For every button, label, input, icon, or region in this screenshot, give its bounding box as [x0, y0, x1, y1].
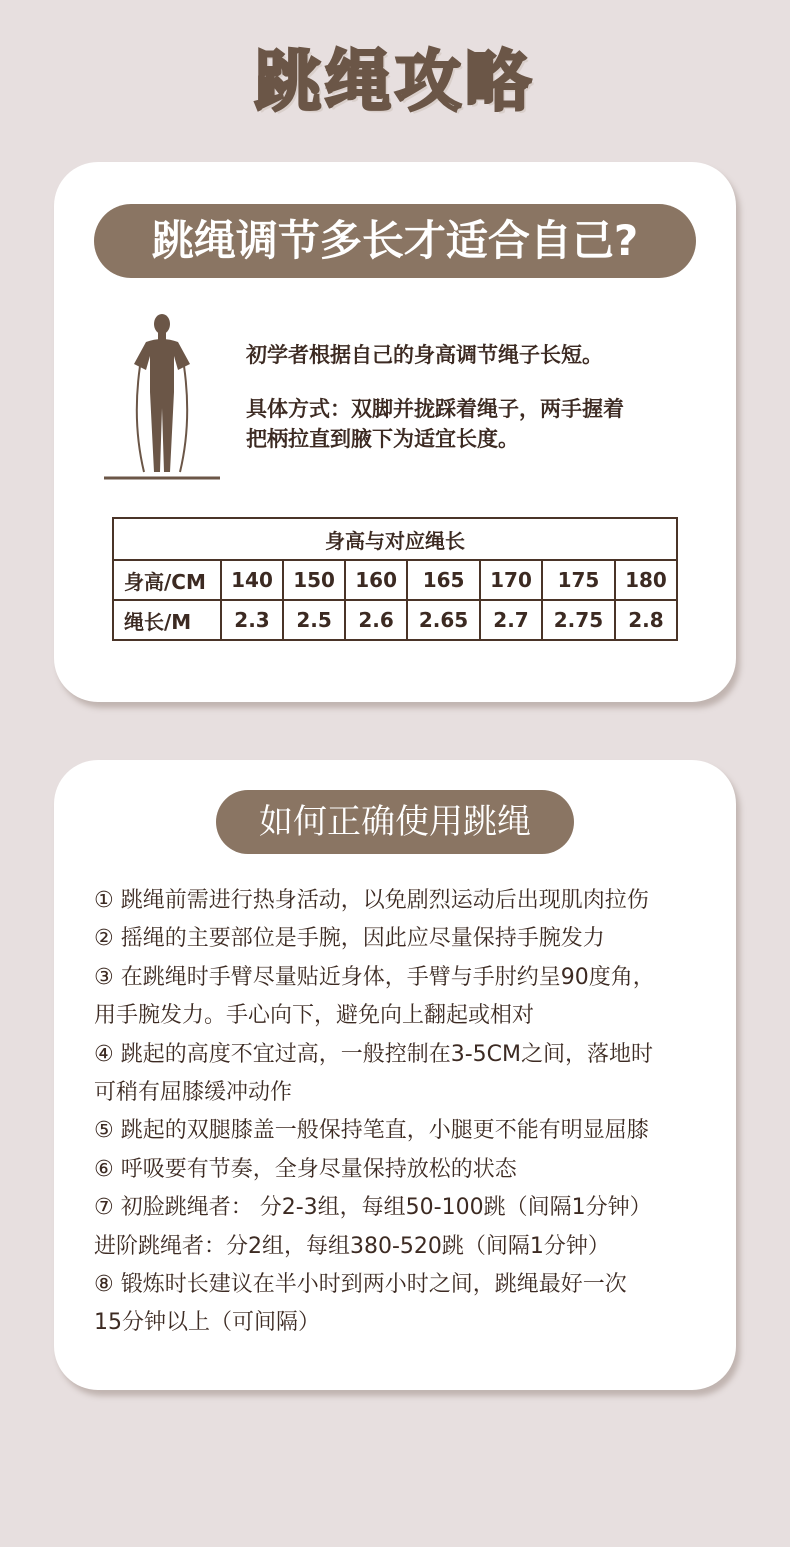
table-cell: 160 — [345, 560, 407, 600]
table-cell: 2.8 — [615, 600, 677, 640]
intro-line-1: 初学者根据自己的身高调节绳子长短。 — [246, 343, 603, 367]
table-cell: 2.75 — [542, 600, 615, 640]
table-cell: 2.3 — [221, 600, 283, 640]
table-cell: 2.5 — [283, 600, 345, 640]
tip-line: ⑥ 呼吸要有节奏，全身尽量保持放松的状态 — [94, 1156, 517, 1182]
tip-line: 进阶跳绳者：分2组，每组380-520跳（间隔1分钟） — [94, 1233, 610, 1259]
jump-rope-person-illustration — [104, 312, 222, 482]
tip-line: ① 跳绳前需进行热身活动，以免剧烈运动后出现肌肉拉伤 — [94, 888, 649, 913]
tip-line: ② 摇绳的主要部位是手腕，因此应尽量保持手腕发力 — [94, 926, 605, 952]
usage-tips-list — [94, 882, 714, 1343]
table-cell: 165 — [407, 560, 480, 600]
height-rope-table — [112, 517, 678, 641]
table-row-length — [113, 600, 677, 640]
row-label-length: 绳长/M — [113, 600, 221, 640]
rope-length-intro — [246, 340, 706, 478]
table-cell: 2.6 — [345, 600, 407, 640]
tip-line: 可稍有屈膝缓冲动作 — [94, 1080, 293, 1106]
tip-line: ⑧ 锻炼时长建议在半小时到两小时之间，跳绳最好一次 — [94, 1272, 627, 1298]
intro-line-2a: 具体方式：双脚并拢踩着绳子，两手握着 — [246, 397, 624, 421]
intro-line-2b: 把柄拉直到腋下为适宜长度。 — [246, 427, 519, 451]
row-label-height: 身高/CM — [113, 560, 221, 600]
page-title: 跳绳攻略 — [255, 43, 535, 120]
rope-length-heading: 跳绳调节多长才适合自己? — [94, 204, 696, 278]
table-cell: 2.65 — [407, 600, 480, 640]
tip-line: 15分钟以上（可间隔） — [94, 1310, 320, 1336]
table-cell: 2.7 — [480, 600, 542, 640]
rope-length-card — [54, 162, 736, 702]
table-cell: 175 — [542, 560, 615, 600]
table-caption: 身高与对应绳长 — [113, 518, 677, 560]
table-cell: 140 — [221, 560, 283, 600]
tip-line: ③ 在跳绳时手臂尽量贴近身体，手臂与手肘约呈90度角， — [94, 964, 655, 990]
usage-tips-heading: 如何正确使用跳绳 — [216, 790, 574, 854]
table-row-height — [113, 560, 677, 600]
tip-line: 用手腕发力。手心向下，避免向上翻起或相对 — [94, 1003, 535, 1029]
tip-line: ④ 跳起的高度不宜过高，一般控制在3-5CM之间，落地时 — [94, 1041, 653, 1067]
usage-tips-card — [54, 760, 736, 1390]
tip-line: ⑤ 跳起的双腿膝盖一般保持笔直，小腿更不能有明显屈膝 — [94, 1118, 649, 1144]
table-cell: 180 — [615, 560, 677, 600]
table-cell: 150 — [283, 560, 345, 600]
table-cell: 170 — [480, 560, 542, 600]
tip-line: ⑦ 初脸跳绳者： 分2-3组，每组50-100跳（间隔1分钟） — [94, 1195, 652, 1221]
